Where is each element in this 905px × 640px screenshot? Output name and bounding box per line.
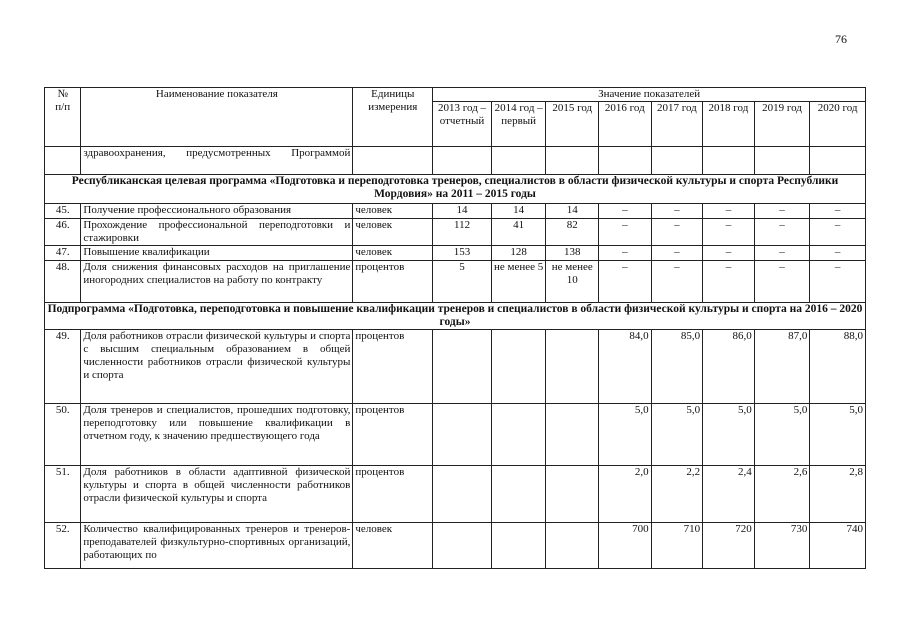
row-value <box>491 523 546 569</box>
table-row <box>45 219 866 246</box>
row-unit: человек <box>353 246 433 261</box>
row-value: – <box>754 246 810 261</box>
section-title: Республиканская целевая программа «Подготовка и переподготовка тренеров, специалистов в области физической культуры и спорта Республики Мордовия» на 2011 – 2015 годы <box>45 175 866 204</box>
row-number: 45. <box>45 204 81 219</box>
row-value: 2,8 <box>810 466 866 523</box>
row-value: – <box>651 204 703 219</box>
header-year: 2017 год <box>651 102 703 147</box>
row-value <box>433 330 492 404</box>
row-unit: человек <box>353 219 433 246</box>
row-unit: процентов <box>353 404 433 466</box>
table-row <box>45 404 866 466</box>
row-value <box>546 523 599 569</box>
row-value <box>433 404 492 466</box>
section-title: Подпрограмма «Подготовка, переподготовка и повышение квалификации тренеров и специалистов в области физической культуры и спорта на 2016 – 2020 годы» <box>45 303 866 330</box>
row-number: 48. <box>45 261 81 303</box>
header-year: 2020 год <box>810 102 866 147</box>
row-value: – <box>599 246 652 261</box>
row-number: 50. <box>45 404 81 466</box>
row-value <box>491 330 546 404</box>
row-unit: человек <box>353 204 433 219</box>
row-value: 82 <box>546 219 599 246</box>
table-row <box>45 147 866 175</box>
header-year: 2016 год <box>599 102 652 147</box>
row-value: – <box>651 219 703 246</box>
row-unit: процентов <box>353 261 433 303</box>
header-unit: Единицы измерения <box>353 88 433 147</box>
row-value: 740 <box>810 523 866 569</box>
row-value <box>433 466 492 523</box>
header-num: № п/п <box>45 88 81 147</box>
row-name: Количество квалифицированных тренеров и тренеров-преподавателей физкультурно-спортивных организаций, работающих по <box>81 523 353 569</box>
row-value: – <box>703 261 755 303</box>
row-value: – <box>810 204 866 219</box>
row-name: Повышение квалификации <box>81 246 353 261</box>
row-value: не менее 10 <box>546 261 599 303</box>
row-name: Прохождение профессиональной переподготовки и стажировки <box>81 219 353 246</box>
row-value: 86,0 <box>703 330 755 404</box>
row-value: 5,0 <box>703 404 755 466</box>
row-number: 51. <box>45 466 81 523</box>
row-value: 138 <box>546 246 599 261</box>
row-name: Доля снижения финансовых расходов на приглашение иногородних специалистов на работу по контракту <box>81 261 353 303</box>
row-value: – <box>599 261 652 303</box>
row-value: 5,0 <box>651 404 703 466</box>
row-value: 14 <box>546 204 599 219</box>
row-value: – <box>599 219 652 246</box>
row-value <box>491 466 546 523</box>
row-name: здравоохранения, предусмотренных Программой <box>81 147 353 175</box>
row-name: Доля тренеров и специалистов, прошедших подготовку, переподготовку или повышение квалификации в отчетном году, к значению предшествующего года <box>81 404 353 466</box>
table-row <box>45 204 866 219</box>
row-value: 41 <box>491 219 546 246</box>
header-year: 2014 год – первый <box>491 102 546 147</box>
row-value: 112 <box>433 219 492 246</box>
row-value: – <box>754 204 810 219</box>
row-value <box>546 466 599 523</box>
header-year: 2013 год – отчетный <box>433 102 492 147</box>
row-value: – <box>754 261 810 303</box>
row-value: 14 <box>491 204 546 219</box>
table-row <box>45 523 866 569</box>
row-value: 85,0 <box>651 330 703 404</box>
row-value: 720 <box>703 523 755 569</box>
header-year: 2018 год <box>703 102 755 147</box>
row-value: – <box>810 261 866 303</box>
row-value: 700 <box>599 523 652 569</box>
page-number: 76 <box>835 32 847 46</box>
row-name: Получение профессионального образования <box>81 204 353 219</box>
row-value <box>546 404 599 466</box>
row-name: Доля работников отрасли физической культуры и спорта с высшим специальным образованием в общей численности работников отрасли физической культуры и спорта <box>81 330 353 404</box>
row-unit: процентов <box>353 466 433 523</box>
row-value: – <box>810 246 866 261</box>
row-value: 14 <box>433 204 492 219</box>
row-value: – <box>651 246 703 261</box>
row-value: 2,4 <box>703 466 755 523</box>
indicators-table <box>44 87 866 569</box>
header-year: 2019 год <box>754 102 810 147</box>
row-value: 128 <box>491 246 546 261</box>
section-heading-row <box>45 303 866 330</box>
row-unit: процентов <box>353 330 433 404</box>
row-value: 2,0 <box>599 466 652 523</box>
row-value <box>546 330 599 404</box>
row-value: – <box>703 246 755 261</box>
table-row <box>45 261 866 303</box>
row-value: 730 <box>754 523 810 569</box>
row-value <box>433 523 492 569</box>
row-value: – <box>703 219 755 246</box>
row-value: – <box>810 219 866 246</box>
row-value: 84,0 <box>599 330 652 404</box>
row-value: – <box>651 261 703 303</box>
table-row <box>45 466 866 523</box>
table-row <box>45 330 866 404</box>
row-number: 47. <box>45 246 81 261</box>
row-value: – <box>754 219 810 246</box>
row-value: 5 <box>433 261 492 303</box>
row-unit: человек <box>353 523 433 569</box>
row-number: 52. <box>45 523 81 569</box>
row-value: 710 <box>651 523 703 569</box>
row-value: 5,0 <box>810 404 866 466</box>
row-value: 2,6 <box>754 466 810 523</box>
row-number: 49. <box>45 330 81 404</box>
row-value: 153 <box>433 246 492 261</box>
header-year: 2015 год <box>546 102 599 147</box>
row-value: 5,0 <box>754 404 810 466</box>
row-value: не менее 5 <box>491 261 546 303</box>
row-value: 2,2 <box>651 466 703 523</box>
row-name: Доля работников в области адаптивной физической культуры и спорта в общей численности работников отрасли физической культуры и спорта <box>81 466 353 523</box>
row-number: 46. <box>45 219 81 246</box>
row-value: 87,0 <box>754 330 810 404</box>
row-value: 88,0 <box>810 330 866 404</box>
section-heading-row <box>45 175 866 204</box>
table-row <box>45 246 866 261</box>
row-value: – <box>703 204 755 219</box>
row-value: 5,0 <box>599 404 652 466</box>
header-name: Наименование показателя <box>81 88 353 147</box>
header-values-title: Значение показателей <box>433 88 866 102</box>
row-value <box>491 404 546 466</box>
row-value: – <box>599 204 652 219</box>
